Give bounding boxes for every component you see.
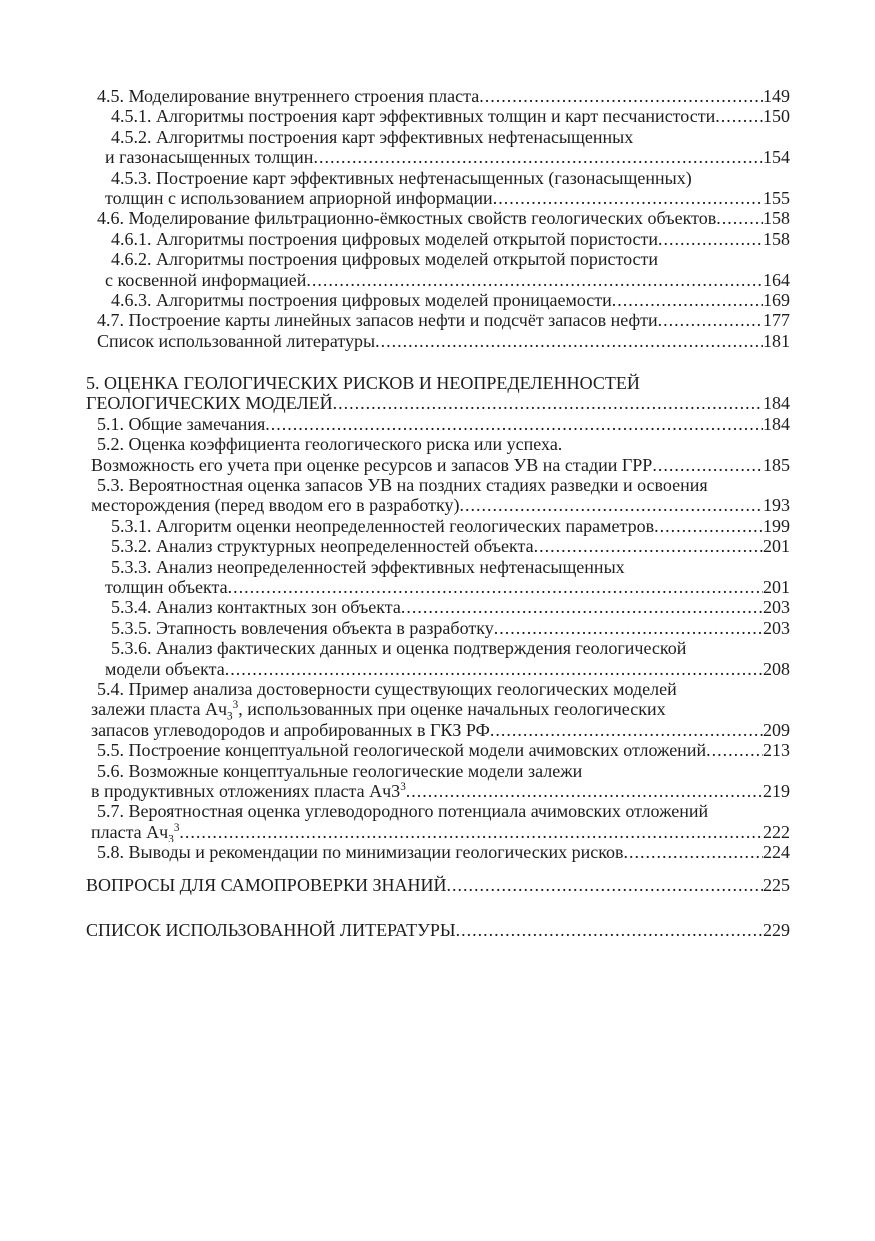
page-number: 184 (763, 413, 790, 434)
toc-entry-text: 5.8. Выводы и рекомендации по минимизации геологических рисков (97, 842, 624, 863)
toc-line (86, 920, 790, 940)
toc-line (86, 434, 790, 454)
toc-line (86, 208, 790, 228)
dot-leader (534, 536, 763, 556)
page-number: 158 (763, 228, 790, 249)
dot-leader (658, 229, 763, 249)
dot-leader (401, 597, 763, 617)
toc-line (86, 475, 790, 495)
dot-leader (652, 455, 763, 475)
toc-line (86, 168, 790, 188)
page-number: 199 (763, 515, 790, 536)
toc-entry-text: 5.3.2. Анализ структурных неопределенностей объекта (111, 536, 534, 557)
toc-text-supscript: 3 (400, 780, 406, 793)
toc-line (86, 86, 790, 106)
toc-entry-text: и газонасыщенных толщин (105, 147, 314, 168)
toc-line (86, 127, 790, 147)
page-number: 169 (763, 289, 790, 310)
toc-entry-text (91, 822, 179, 842)
toc-text-run: залежи пласта Ач (91, 699, 228, 720)
toc-entry-text: толщин с использованием априорной информации (105, 187, 493, 208)
toc-entry-text: модели объекта (105, 658, 225, 679)
dot-leader (494, 618, 763, 638)
dot-leader (313, 147, 763, 167)
toc-line (86, 699, 790, 719)
toc-text-run: , использованных при оценке начальных геологических (238, 699, 666, 720)
toc-entry-text: ГЕОЛОГИЧЕСКИХ МОДЕЛЕЙ (86, 393, 333, 414)
toc-entry-text: 5.5. Построение концептуальной геологической модели ачимовских отложений (97, 740, 707, 761)
toc-entry-text: 5.3.6. Анализ фактических данных и оценка подтверждения геологической (111, 638, 687, 659)
toc-line (86, 597, 790, 617)
toc-entry-text: 4.6. Моделирование фильтрационно-ёмкостных свойств геологических объектов (97, 208, 717, 229)
toc-line (86, 393, 790, 413)
toc-entry-text: 4.5.2. Алгоритмы построения карт эффективных нефтенасыщенных (111, 126, 634, 147)
page-number: 222 (763, 821, 790, 842)
toc-text-subscript: 3 (168, 833, 174, 843)
toc-line (86, 310, 790, 330)
page-number: 213 (763, 740, 790, 761)
toc-entry-text: 5.3.3. Анализ неопределенностей эффективных нефтенасыщенных (111, 556, 625, 577)
page-number: 185 (763, 454, 790, 475)
toc-entry-text: 5.3.5. Этапность вовлечения объекта в разработку (111, 617, 494, 638)
dot-leader (406, 781, 763, 801)
toc-text-run: пласта Ач (91, 821, 169, 842)
toc-line (86, 331, 790, 351)
toc-entry-text: 4.6.1. Алгоритмы построения цифровых моделей открытой пористости (111, 228, 659, 249)
dot-leader (658, 310, 763, 330)
toc-entry-text: 5.1. Общие замечания (97, 413, 266, 434)
toc-entry-text: 4.6.2. Алгоритмы построения цифровых моделей открытой пористости (111, 249, 659, 270)
toc-line (86, 801, 790, 821)
page-number: 224 (763, 842, 790, 863)
page-number: 225 (763, 875, 790, 896)
toc-block-self-check (86, 875, 790, 895)
toc-entry-text: СПИСОК ИСПОЛЬЗОВАННОЙ ЛИТЕРАТУРЫ (86, 919, 456, 940)
toc-line (86, 270, 790, 290)
toc-entry-text: Список использованной литературы (97, 330, 376, 351)
toc-line (86, 638, 790, 658)
toc-line (86, 147, 790, 167)
page-number: 203 (763, 617, 790, 638)
toc-entry-text: 4.5.1. Алгоритмы построения карт эффективных толщин и карт песчанистости (111, 106, 716, 127)
toc-line (86, 720, 790, 740)
toc-entry-text (91, 699, 666, 719)
dot-leader (456, 920, 763, 940)
toc-line (86, 875, 790, 895)
dot-leader (493, 188, 763, 208)
toc-line (86, 557, 790, 577)
page-number: 209 (763, 719, 790, 740)
table-of-contents (86, 86, 790, 940)
toc-line (86, 679, 790, 699)
toc-entry-text: 5.4. Пример анализа достоверности существующих геологических моделей (97, 678, 677, 699)
page-number: 155 (763, 187, 790, 208)
toc-entry-text: 5.3.1. Алгоритм оценки неопределенностей геологических параметров (111, 515, 655, 536)
dot-leader (479, 86, 763, 106)
toc-line (86, 781, 790, 801)
toc-entry-text: 5.7. Вероятностная оценка углеводородного потенциала ачимовских отложений (97, 801, 709, 822)
toc-entry-text: 5.3.4. Анализ контактных зон объекта (111, 597, 401, 618)
dot-leader (612, 290, 763, 310)
page-number: 150 (763, 106, 790, 127)
toc-block-bibliography (86, 920, 790, 940)
dot-leader (225, 659, 763, 679)
page-number: 229 (763, 919, 790, 940)
page-number: 201 (763, 536, 790, 557)
page-number: 208 (763, 658, 790, 679)
page-number: 219 (763, 780, 790, 801)
dot-leader (490, 720, 763, 740)
toc-line (86, 659, 790, 679)
toc-line (86, 290, 790, 310)
toc-line (86, 516, 790, 536)
dot-leader (460, 495, 764, 515)
toc-entry-text: ВОПРОСЫ ДЛЯ САМОПРОВЕРКИ ЗНАНИЙ (86, 875, 447, 896)
dot-leader (715, 106, 763, 126)
toc-entry-text: с косвенной информацией (105, 269, 307, 290)
dot-leader (447, 875, 763, 895)
toc-entry-text: 4.5. Моделирование внутреннего строения пласта (97, 86, 480, 106)
dot-leader (375, 331, 763, 351)
dot-leader (333, 393, 763, 413)
toc-entry-text: 4.6.3. Алгоритмы построения цифровых моделей проницаемости (111, 289, 612, 310)
page-number: 193 (763, 495, 790, 516)
dot-leader (716, 208, 763, 228)
page-number: 201 (763, 576, 790, 597)
toc-line (86, 536, 790, 556)
dot-leader (306, 270, 763, 290)
toc-line (86, 495, 790, 515)
toc-block-section-5 (86, 373, 790, 862)
toc-entry-text: 5. ОЦЕНКА ГЕОЛОГИЧЕСКИХ РИСКОВ И НЕОПРЕДЕЛЕННОСТЕЙ (86, 373, 640, 394)
toc-line (86, 414, 790, 434)
toc-entry-text (91, 781, 406, 801)
toc-line (86, 455, 790, 475)
page-number: 158 (763, 208, 790, 229)
toc-entry-text: запасов углеводородов и апробированных в ГКЗ РФ (91, 719, 490, 740)
toc-line (86, 106, 790, 126)
toc-block-section-4 (86, 86, 790, 351)
dot-leader (624, 842, 763, 862)
toc-entry-text: толщин объекта (105, 576, 228, 597)
toc-line (86, 188, 790, 208)
toc-text-supscript: 3 (173, 821, 180, 834)
toc-entry-text: Возможность его учета при оценке ресурсов и запасов УВ на стадии ГРР (91, 454, 653, 475)
page-number: 181 (763, 330, 790, 351)
toc-line (86, 229, 790, 249)
page-number: 149 (763, 86, 790, 106)
dot-leader (706, 740, 763, 760)
page-number: 203 (763, 597, 790, 618)
toc-entry-text: 5.6. Возможные концептуальные геологические модели залежи (97, 760, 583, 781)
toc-line (86, 740, 790, 760)
page-number: 184 (763, 393, 790, 414)
toc-entry-text: 5.3. Вероятностная оценка запасов УВ на поздних стадиях разведки и освоения (97, 475, 708, 496)
toc-line (86, 577, 790, 597)
dot-leader (228, 577, 763, 597)
toc-line (86, 618, 790, 638)
page-number: 154 (763, 147, 790, 168)
toc-text-supscript: 3 (232, 699, 239, 712)
toc-entry-text: 5.2. Оценка коэффициента геологического риска или успеха. (97, 434, 563, 455)
dot-leader (265, 414, 763, 434)
toc-line (86, 249, 790, 269)
toc-line (86, 373, 790, 393)
toc-entry-text: месторождения (перед вводом его в разработку) (91, 495, 460, 516)
page-number: 177 (763, 310, 790, 331)
dot-leader (654, 516, 763, 536)
page-number: 164 (763, 269, 790, 290)
dot-leader (179, 822, 763, 842)
toc-text-run: в продуктивных отложениях пласта Ач3 (91, 780, 401, 801)
toc-line (86, 842, 790, 862)
toc-text-subscript: 3 (227, 710, 233, 720)
toc-line (86, 761, 790, 781)
toc-entry-text: 4.7. Построение карты линейных запасов нефти и подсчёт запасов нефти (97, 310, 658, 331)
toc-entry-text: 4.5.3. Построение карт эффективных нефтенасыщенных (газонасыщенных) (111, 167, 692, 188)
toc-line (86, 822, 790, 842)
